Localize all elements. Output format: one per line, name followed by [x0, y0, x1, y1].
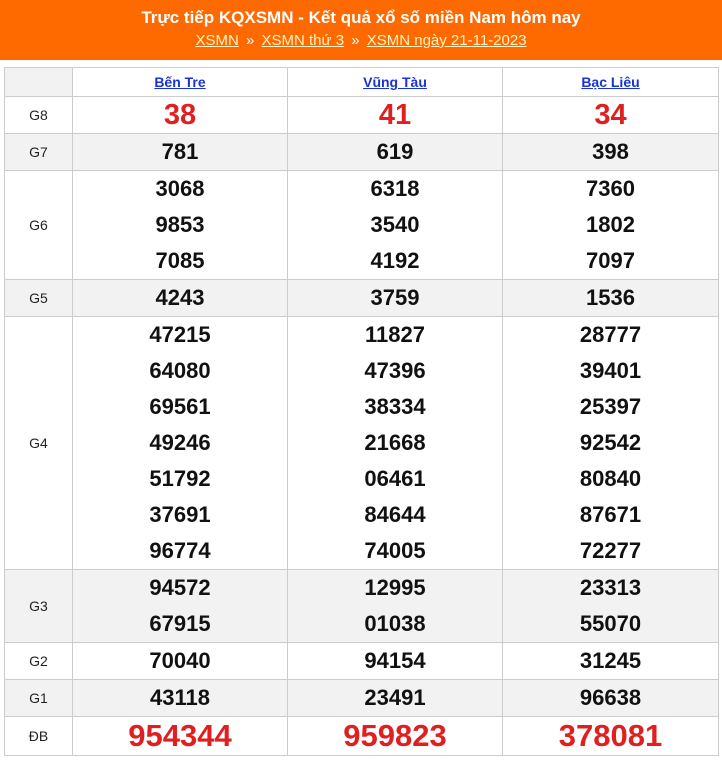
result-number: 06461	[364, 466, 426, 491]
prize-label: G4	[5, 317, 73, 570]
prize-row-đb	[5, 717, 719, 756]
result-number: 70040	[149, 648, 211, 673]
prize-cell	[288, 680, 503, 717]
result-number: 34	[594, 99, 627, 131]
prize-cell	[503, 680, 719, 717]
result-number: 781	[161, 139, 199, 164]
prize-cell	[288, 570, 503, 643]
result-number: 21668	[364, 430, 426, 455]
prize-cell	[73, 134, 288, 171]
prize-cell	[503, 643, 719, 680]
result-number: 7085	[155, 248, 205, 273]
result-number: 7097	[586, 248, 635, 273]
result-number: 398	[592, 139, 629, 164]
prize-row-g7	[5, 134, 719, 171]
page-header	[0, 0, 722, 60]
result-number: 43118	[150, 685, 210, 710]
result-number: 69561	[149, 394, 211, 419]
prize-cell	[288, 97, 503, 134]
result-number: 64080	[149, 358, 211, 383]
prize-cell	[503, 280, 719, 317]
result-number: 619	[376, 139, 414, 164]
prize-cell	[73, 317, 288, 570]
header-corner-cell	[5, 68, 73, 97]
prize-row-g3	[5, 570, 719, 643]
prize-row-g5	[5, 280, 719, 317]
result-number: 4243	[155, 285, 205, 310]
prize-cell	[73, 680, 288, 717]
result-number: 94154	[364, 648, 426, 673]
prize-cell	[73, 570, 288, 643]
province-link-ben-tre[interactable]: Bến Tre	[154, 74, 206, 90]
page-title: Trực tiếp KQXSMN - Kết quả xổ số miền Nam hôm nay	[141, 8, 581, 27]
prize-cell	[503, 97, 719, 134]
result-number: 378081	[558, 718, 663, 753]
prize-cell	[288, 280, 503, 317]
results-table	[4, 67, 719, 756]
result-number: 954344	[128, 718, 232, 753]
prize-label: G2	[5, 643, 73, 680]
result-number: 7360	[586, 176, 635, 201]
prize-label: G6	[5, 171, 73, 280]
prize-row-g4	[5, 317, 719, 570]
result-number: 67915	[149, 611, 211, 636]
result-number: 9853	[155, 212, 205, 237]
breadcrumb-separator: »	[245, 32, 255, 49]
result-number: 51792	[149, 466, 211, 491]
prize-cell	[503, 717, 719, 756]
breadcrumb-xsmn-thu-3[interactable]: XSMN thứ 3	[261, 32, 345, 49]
prize-row-g1	[5, 680, 719, 717]
prize-label: G1	[5, 680, 73, 717]
prize-cell	[288, 643, 503, 680]
result-number: 4192	[370, 248, 420, 273]
result-number: 49246	[149, 430, 211, 455]
result-number: 38334	[364, 394, 426, 419]
result-number: 3540	[370, 212, 420, 237]
prize-row-g6	[5, 171, 719, 280]
result-number: 41	[378, 99, 412, 131]
result-number: 94572	[149, 575, 211, 600]
prize-cell	[503, 134, 719, 171]
result-number: 87671	[579, 502, 642, 527]
result-number: 23491	[364, 685, 426, 710]
breadcrumb-separator: »	[351, 32, 360, 49]
result-number: 47396	[364, 358, 426, 383]
prize-cell	[73, 97, 288, 134]
breadcrumb	[0, 30, 722, 52]
province-link-vung-tau[interactable]: Vũng Tàu	[363, 74, 427, 90]
result-number: 01038	[364, 611, 426, 636]
prize-cell	[503, 171, 719, 280]
result-number: 28777	[579, 322, 642, 347]
prize-cell	[288, 717, 503, 756]
province-link-bac-lieu[interactable]: Bạc Liêu	[581, 74, 640, 90]
result-number: 25397	[579, 394, 642, 419]
prize-cell	[73, 171, 288, 280]
result-number: 92542	[579, 430, 642, 455]
prize-cell	[503, 570, 719, 643]
result-number: 74005	[364, 538, 426, 563]
result-number: 72277	[579, 538, 642, 563]
province-header	[288, 68, 503, 97]
result-number: 23313	[579, 575, 642, 600]
result-number: 1536	[586, 285, 635, 310]
prize-label: G7	[5, 134, 73, 171]
result-number: 96774	[149, 538, 211, 563]
prize-label: G5	[5, 280, 73, 317]
result-number: 12995	[364, 575, 426, 600]
province-header	[503, 68, 719, 97]
prize-label: G8	[5, 97, 73, 134]
result-number: 3068	[155, 176, 205, 201]
result-number: 55070	[579, 611, 642, 636]
result-number: 11827	[365, 322, 425, 347]
result-number: 84644	[364, 502, 426, 527]
prize-cell	[73, 717, 288, 756]
result-number: 959823	[343, 718, 447, 753]
breadcrumb-xsmn[interactable]: XSMN	[195, 32, 239, 49]
result-number: 47215	[149, 322, 211, 347]
result-number: 3759	[370, 285, 420, 310]
prize-cell	[73, 280, 288, 317]
result-number: 37691	[149, 502, 211, 527]
prize-row-g8	[5, 97, 719, 134]
prize-cell	[73, 643, 288, 680]
result-number: 38	[163, 99, 197, 131]
result-number: 31245	[579, 648, 642, 673]
prize-row-g2	[5, 643, 719, 680]
prize-label: G3	[5, 570, 73, 643]
prize-cell	[288, 134, 503, 171]
result-number: 6318	[370, 176, 420, 201]
result-number: 1802	[586, 212, 635, 237]
prize-cell	[288, 317, 503, 570]
result-number: 96638	[579, 685, 642, 710]
result-number: 39401	[579, 358, 642, 383]
prize-label: ĐB	[5, 717, 73, 756]
breadcrumb-xsmn-date[interactable]: XSMN ngày 21-11-2023	[366, 32, 527, 49]
province-header-row	[5, 68, 719, 97]
prize-cell	[288, 171, 503, 280]
prize-cell	[503, 317, 719, 570]
province-header	[73, 68, 288, 97]
result-number: 80840	[579, 466, 642, 491]
